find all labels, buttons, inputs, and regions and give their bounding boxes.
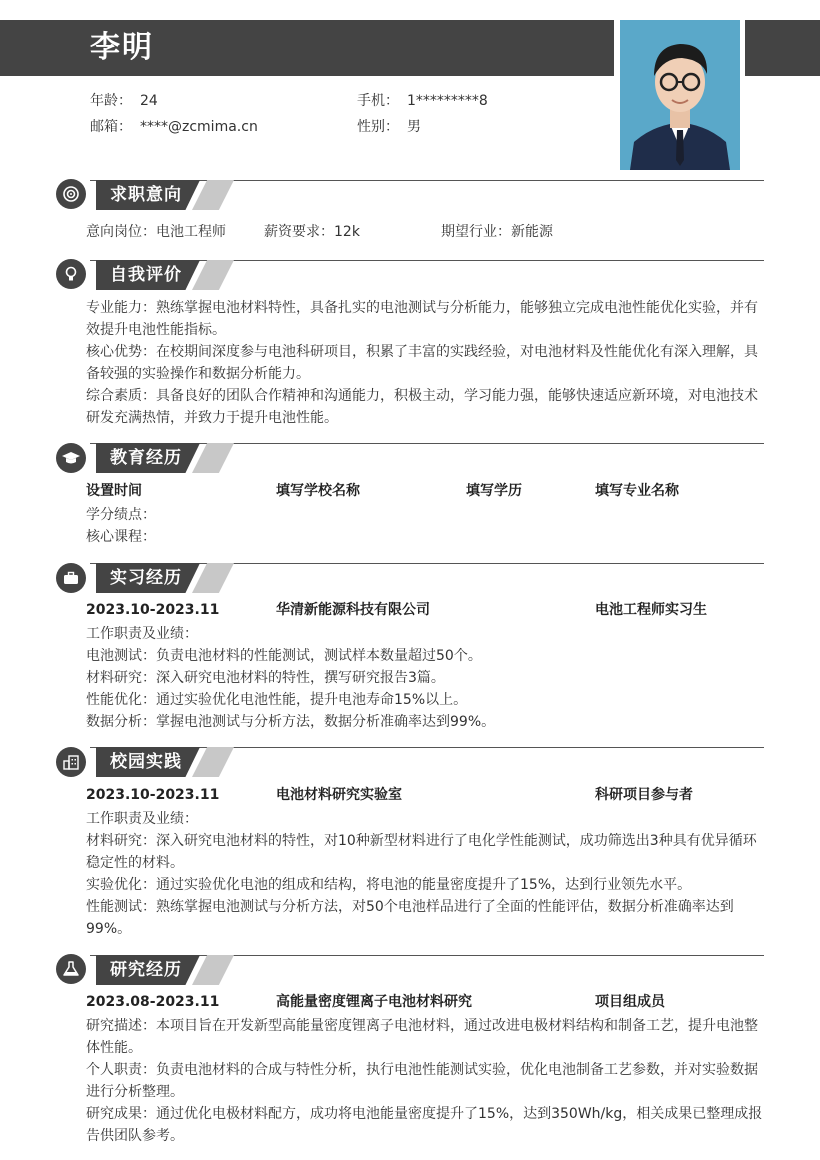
self-eval-text: 核心优势：在校期间深度参与电池科研项目，积累了丰富的实践经验，对电池材料及性能优化有深入理解，具备较强的实验操作和数据分析能力。 bbox=[86, 344, 758, 382]
research-row bbox=[86, 991, 766, 1013]
building-icon bbox=[56, 747, 86, 777]
section-title-education: 教育经历 bbox=[96, 443, 236, 473]
section-title-self-eval: 自我评价 bbox=[96, 260, 236, 290]
section-title-campus: 校园实践 bbox=[96, 747, 236, 777]
phone-label: 手机： bbox=[357, 93, 399, 109]
internship-line: 电池测试：负责电池材料的性能测试，测试样本数量超过50个。 bbox=[86, 648, 482, 664]
graduation-cap-icon bbox=[56, 443, 86, 473]
internship-line: 材料研究：深入研究电池材料的特性，撰写研究报告3篇。 bbox=[86, 670, 445, 686]
phone-field bbox=[357, 91, 488, 111]
profile-photo bbox=[620, 20, 740, 170]
portrait-image bbox=[620, 20, 740, 170]
education-courses: 核心课程： bbox=[86, 529, 156, 545]
section-title-intent: 求职意向 bbox=[96, 180, 236, 210]
section-title-internship: 实习经历 bbox=[96, 563, 236, 593]
internship-line: 工作职责及业绩： bbox=[86, 626, 198, 642]
intent-salary: 薪资要求：12k bbox=[264, 224, 360, 240]
campus-org: 电池材料研究实验室 bbox=[276, 787, 402, 803]
age-value: 24 bbox=[140, 93, 158, 109]
research-role: 项目组成员 bbox=[595, 994, 665, 1010]
candidate-name: 李明 bbox=[90, 30, 154, 65]
research-line: 研究成果：通过优化电极材料配方，成功将电池能量密度提升了15%，达到350Wh/kg，相关成果已整理成报告供团队参考。 bbox=[86, 1106, 763, 1144]
intent-position: 意向岗位：电池工程师 bbox=[86, 224, 226, 240]
research-line: 研究描述：本项目旨在开发新型高能量密度锂离子电池材料，通过改进电极材料结构和制备工艺，提升电池整体性能。 bbox=[86, 1018, 758, 1056]
education-gpa: 学分绩点： bbox=[86, 507, 156, 523]
education-row bbox=[86, 480, 766, 502]
internship-date: 2023.10-2023.11 bbox=[86, 602, 220, 618]
campus-date: 2023.10-2023.11 bbox=[86, 787, 220, 803]
flask-icon bbox=[56, 954, 86, 984]
gender-value: 男 bbox=[407, 119, 421, 135]
target-icon bbox=[56, 179, 86, 209]
campus-line: 性能测试：熟练掌握电池测试与分析方法，对50个电池样品进行了全面的性能评估，数据分析准确率达到99%。 bbox=[86, 899, 734, 937]
research-line: 个人职责：负责电池材料的合成与特性分析，执行电池性能测试实验，优化电池制备工艺参数，并对实验数据进行分析整理。 bbox=[86, 1062, 758, 1100]
campus-line: 材料研究：深入研究电池材料的特性，对10种新型材料进行了电化学性能测试，成功筛选出3种具有优异循环稳定性的材料。 bbox=[86, 833, 757, 871]
header-bar-right bbox=[745, 20, 820, 76]
internship-row bbox=[86, 599, 766, 621]
email-field bbox=[90, 117, 258, 137]
campus-line: 实验优化：通过实验优化电池的组成和结构，将电池的能量密度提升了15%，达到行业领先水平。 bbox=[86, 877, 692, 893]
education-school: 填写学校名称 bbox=[276, 483, 360, 499]
internship-org: 华清新能源科技有限公司 bbox=[276, 602, 430, 618]
campus-row bbox=[86, 784, 766, 806]
intent-row bbox=[86, 221, 766, 243]
gender-field bbox=[357, 117, 421, 137]
internship-line: 性能优化：通过实验优化电池性能，提升电池寿命15%以上。 bbox=[86, 692, 468, 708]
phone-value: 1*********8 bbox=[407, 93, 488, 109]
education-major: 填写专业名称 bbox=[595, 483, 679, 499]
age-field bbox=[90, 91, 158, 111]
internship-line: 数据分析：掌握电池测试与分析方法，数据分析准确率达到99%。 bbox=[86, 714, 496, 730]
education-time: 设置时间 bbox=[86, 483, 142, 499]
email-value: ****@zcmima.cn bbox=[140, 119, 258, 135]
internship-role: 电池工程师实习生 bbox=[595, 602, 707, 618]
campus-role: 科研项目参与者 bbox=[595, 787, 693, 803]
gender-label: 性别： bbox=[357, 119, 399, 135]
section-title-research: 研究经历 bbox=[96, 955, 236, 985]
campus-line: 工作职责及业绩： bbox=[86, 811, 198, 827]
research-org: 高能量密度锂离子电池材料研究 bbox=[276, 994, 472, 1010]
research-date: 2023.08-2023.11 bbox=[86, 994, 220, 1010]
self-eval-text: 综合素质：具备良好的团队合作精神和沟通能力，积极主动，学习能力强，能够快速适应新环境，对电池技术研发充满热情，并致力于提升电池性能。 bbox=[86, 388, 758, 426]
briefcase-icon bbox=[56, 563, 86, 593]
email-label: 邮箱： bbox=[90, 119, 132, 135]
lightbulb-icon bbox=[56, 259, 86, 289]
intent-industry: 期望行业：新能源 bbox=[441, 224, 553, 240]
self-eval-text: 专业能力：熟练掌握电池材料特性，具备扎实的电池测试与分析能力，能够独立完成电池性能优化实验，并有效提升电池性能指标。 bbox=[86, 300, 758, 338]
age-label: 年龄： bbox=[90, 93, 132, 109]
education-degree: 填写学历 bbox=[466, 483, 522, 499]
